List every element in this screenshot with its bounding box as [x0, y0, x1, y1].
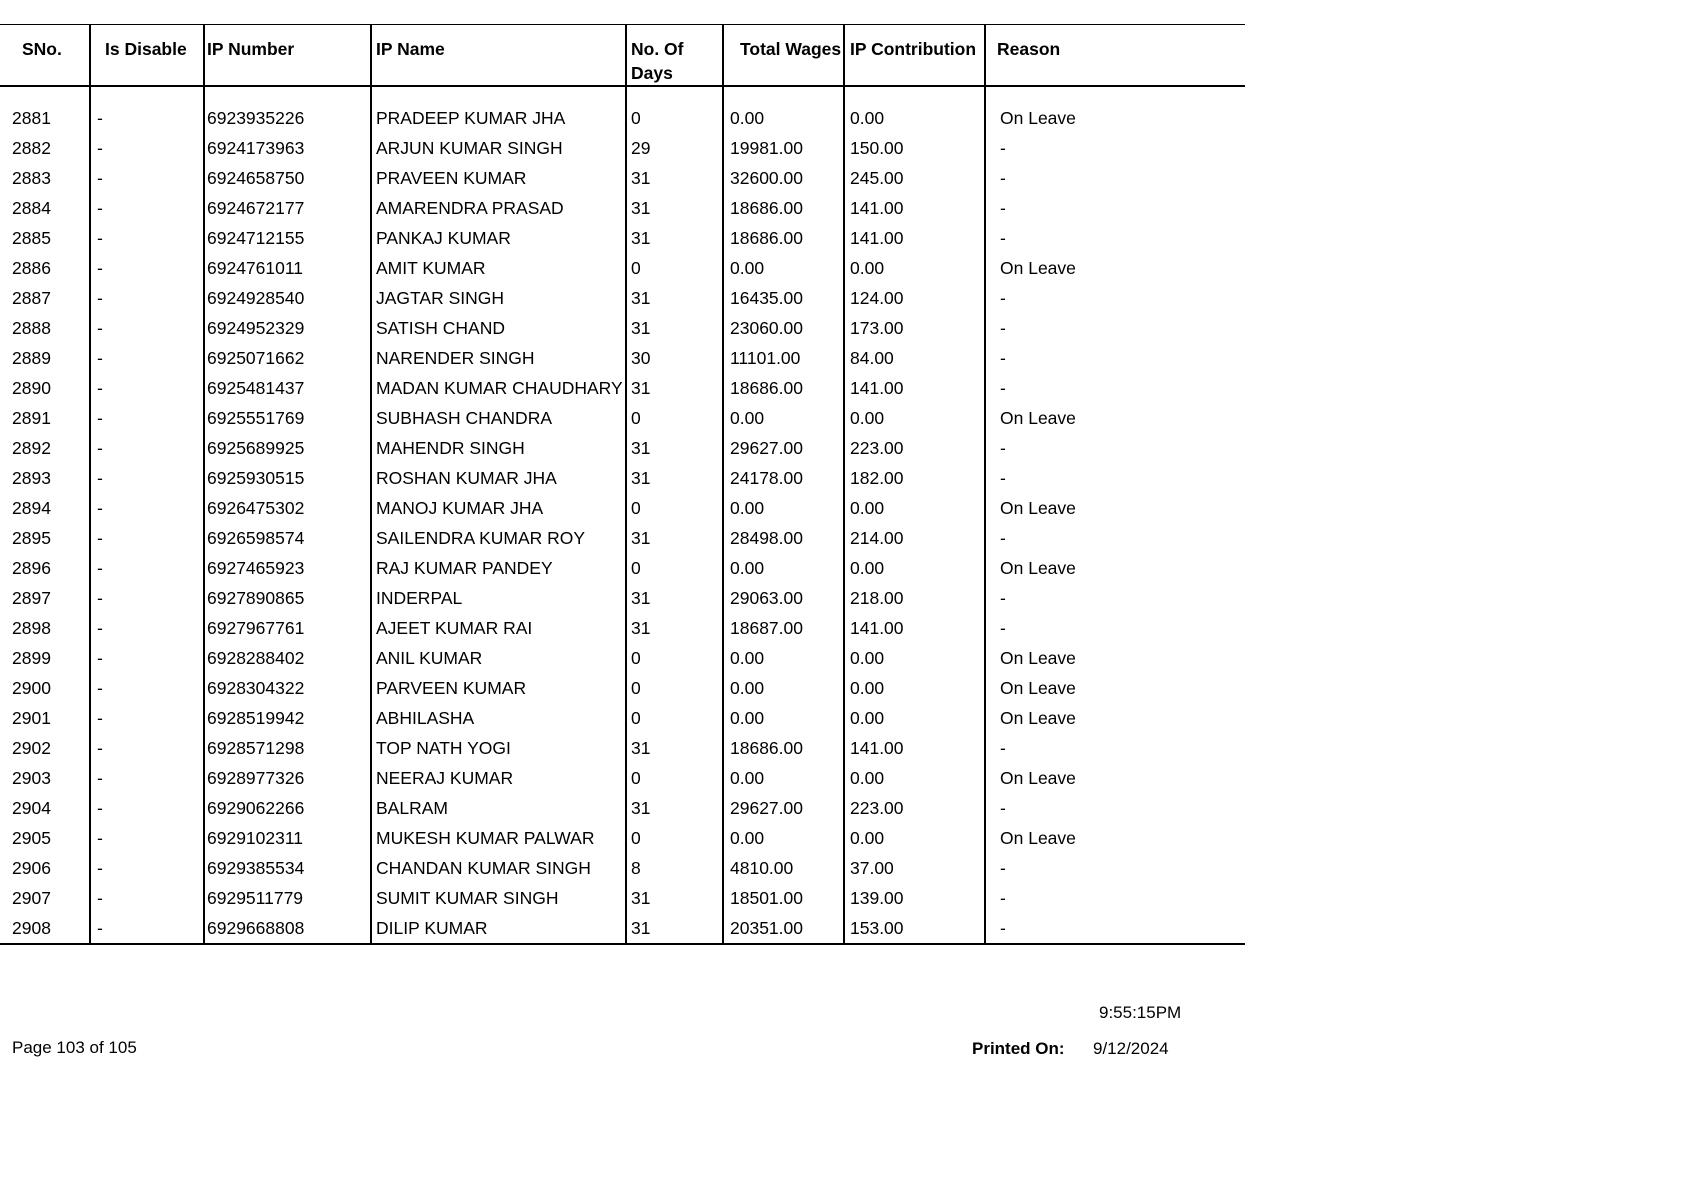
ip-contribution-cell: 173.00 [844, 313, 985, 343]
table-row [0, 643, 1245, 673]
ip-name-cell: ABHILASHA [371, 703, 626, 733]
is-disable-cell: - [90, 583, 204, 613]
column-header-reason: Reason [985, 25, 1245, 87]
is-disable-cell: - [90, 793, 204, 823]
ip-contribution-cell: 0.00 [844, 553, 985, 583]
ip-contribution-cell: 141.00 [844, 373, 985, 403]
reason-cell: - [985, 343, 1245, 373]
ip-contribution-cell: 124.00 [844, 283, 985, 313]
ip-number-cell: 6925481437 [204, 373, 371, 403]
sno-cell: 2905 [12, 828, 51, 848]
printed-date: 9/12/2024 [1093, 1039, 1169, 1058]
sno-cell: 2906 [12, 858, 51, 878]
ip-name-cell: RAJ KUMAR PANDEY [371, 553, 626, 583]
is-disable-cell: - [90, 403, 204, 433]
ip-number-cell: 6927890865 [204, 583, 371, 613]
ip-contribution-cell: 0.00 [844, 673, 985, 703]
no-of-days-cell: 31 [626, 313, 723, 343]
total-wages-cell: 11101.00 [723, 343, 844, 373]
ip-number-cell: 6924952329 [204, 313, 371, 343]
no-of-days-cell: 29 [626, 133, 723, 163]
ip-number-cell: 6924173963 [204, 133, 371, 163]
ip-name-cell: MANOJ KUMAR JHA [371, 493, 626, 523]
sno-cell: 2904 [12, 798, 51, 818]
total-wages-cell: 29063.00 [723, 583, 844, 613]
no-of-days-cell: 31 [626, 793, 723, 823]
ip-contribution-cell: 141.00 [844, 613, 985, 643]
total-wages-cell: 32600.00 [723, 163, 844, 193]
reason-cell: On Leave [985, 86, 1245, 133]
is-disable-cell: - [90, 763, 204, 793]
table-row [0, 823, 1245, 853]
sno-cell: 2907 [12, 888, 51, 908]
no-of-days-cell: 31 [626, 193, 723, 223]
reason-cell: On Leave [985, 403, 1245, 433]
reason-cell: - [985, 913, 1245, 944]
ip-name-cell: TOP NATH YOGI [371, 733, 626, 763]
table-row [0, 913, 1245, 944]
reason-cell: - [985, 853, 1245, 883]
header-row [0, 25, 1245, 87]
ip-number-cell: 6928571298 [204, 733, 371, 763]
sno-cell: 2887 [12, 288, 51, 308]
ip-contribution-cell: 0.00 [844, 403, 985, 433]
printed-on-label: Printed On: [972, 1039, 1065, 1058]
ip-name-cell: SUBHASH CHANDRA [371, 403, 626, 433]
no-of-days-cell: 0 [626, 493, 723, 523]
no-of-days-cell: 31 [626, 223, 723, 253]
sno-cell: 2891 [12, 408, 51, 428]
ip-number-cell: 6924761011 [204, 253, 371, 283]
table-row [0, 86, 1245, 133]
reason-cell: - [985, 433, 1245, 463]
no-of-days-cell: 0 [626, 823, 723, 853]
ip-number-cell: 6924928540 [204, 283, 371, 313]
column-header-total-wages: Total Wages [723, 25, 844, 87]
reason-cell: - [985, 163, 1245, 193]
total-wages-cell: 29627.00 [723, 433, 844, 463]
total-wages-cell: 4810.00 [723, 853, 844, 883]
ip-contribution-cell: 0.00 [844, 763, 985, 793]
ip-contribution-cell: 218.00 [844, 583, 985, 613]
table-row [0, 733, 1245, 763]
ip-name-cell: PARVEEN KUMAR [371, 673, 626, 703]
ip-contribution-cell: 153.00 [844, 913, 985, 944]
column-header-no-of-days: No. Of Days [626, 25, 723, 87]
reason-cell: - [985, 133, 1245, 163]
reason-cell: - [985, 613, 1245, 643]
table-header [0, 25, 1245, 87]
table-row [0, 553, 1245, 583]
table-row [0, 673, 1245, 703]
no-of-days-cell: 31 [626, 433, 723, 463]
ip-number-cell: 6928519942 [204, 703, 371, 733]
sno-cell: 2903 [12, 768, 51, 788]
table-row [0, 373, 1245, 403]
is-disable-cell: - [90, 523, 204, 553]
table-row [0, 463, 1245, 493]
is-disable-cell: - [90, 913, 204, 944]
reason-cell: - [985, 193, 1245, 223]
is-disable-cell: - [90, 433, 204, 463]
total-wages-cell: 18501.00 [723, 883, 844, 913]
is-disable-cell: - [90, 733, 204, 763]
is-disable-cell: - [90, 193, 204, 223]
total-wages-cell: 0.00 [723, 493, 844, 523]
sno-cell: 2899 [12, 648, 51, 668]
is-disable-cell: - [90, 86, 204, 133]
ip-number-cell: 6928288402 [204, 643, 371, 673]
no-of-days-cell: 31 [626, 523, 723, 553]
is-disable-cell: - [90, 673, 204, 703]
ip-contribution-cell: 223.00 [844, 793, 985, 823]
is-disable-cell: - [90, 163, 204, 193]
no-of-days-cell: 31 [626, 463, 723, 493]
no-of-days-cell: 0 [626, 86, 723, 133]
table-row [0, 313, 1245, 343]
ip-contribution-cell: 141.00 [844, 223, 985, 253]
is-disable-cell: - [90, 643, 204, 673]
ip-name-cell: DILIP KUMAR [371, 913, 626, 944]
reason-cell: On Leave [985, 823, 1245, 853]
sno-cell: 2881 [12, 108, 51, 128]
sno-cell: 2908 [12, 918, 51, 938]
no-of-days-cell: 0 [626, 703, 723, 733]
table-row [0, 583, 1245, 613]
column-header-ip-contribution: IP Contribution [844, 25, 985, 87]
ip-contribution-cell: 139.00 [844, 883, 985, 913]
is-disable-cell: - [90, 883, 204, 913]
table-row [0, 403, 1245, 433]
no-of-days-cell: 31 [626, 913, 723, 944]
total-wages-cell: 0.00 [723, 253, 844, 283]
sno-cell: 2885 [12, 228, 51, 248]
is-disable-cell: - [90, 283, 204, 313]
no-of-days-cell: 0 [626, 673, 723, 703]
no-of-days-cell: 31 [626, 163, 723, 193]
reason-cell: - [985, 313, 1245, 343]
table-row [0, 523, 1245, 553]
ip-name-cell: PRAVEEN KUMAR [371, 163, 626, 193]
table-row [0, 283, 1245, 313]
ip-contribution-cell: 37.00 [844, 853, 985, 883]
ip-name-cell: NARENDER SINGH [371, 343, 626, 373]
sno-cell: 2897 [12, 588, 51, 608]
table-body [0, 86, 1245, 944]
reason-cell: On Leave [985, 253, 1245, 283]
column-header-ip-number: IP Number [204, 25, 371, 87]
column-header-is-disable: Is Disable [90, 25, 204, 87]
ip-name-cell: NEERAJ KUMAR [371, 763, 626, 793]
no-of-days-cell: 8 [626, 853, 723, 883]
ip-contribution-cell: 84.00 [844, 343, 985, 373]
ip-name-cell: AMIT KUMAR [371, 253, 626, 283]
reason-cell: - [985, 733, 1245, 763]
reason-cell: On Leave [985, 493, 1245, 523]
ip-name-cell: SATISH CHAND [371, 313, 626, 343]
table-row [0, 613, 1245, 643]
no-of-days-cell: 0 [626, 553, 723, 583]
is-disable-cell: - [90, 463, 204, 493]
ip-number-cell: 6928304322 [204, 673, 371, 703]
ip-contribution-cell: 141.00 [844, 193, 985, 223]
ip-name-cell: CHANDAN KUMAR SINGH [371, 853, 626, 883]
ip-number-cell: 6925551769 [204, 403, 371, 433]
is-disable-cell: - [90, 133, 204, 163]
total-wages-cell: 0.00 [723, 86, 844, 133]
ip-name-cell: BALRAM [371, 793, 626, 823]
is-disable-cell: - [90, 253, 204, 283]
ip-contribution-cell: 0.00 [844, 703, 985, 733]
total-wages-cell: 18686.00 [723, 193, 844, 223]
ip-contribution-cell: 150.00 [844, 133, 985, 163]
reason-cell: - [985, 523, 1245, 553]
sno-cell: 2900 [12, 678, 51, 698]
is-disable-cell: - [90, 313, 204, 343]
total-wages-cell: 24178.00 [723, 463, 844, 493]
is-disable-cell: - [90, 223, 204, 253]
ip-name-cell: ANIL KUMAR [371, 643, 626, 673]
ip-contribution-cell: 0.00 [844, 823, 985, 853]
sno-cell: 2902 [12, 738, 51, 758]
is-disable-cell: - [90, 703, 204, 733]
sno-cell: 2882 [12, 138, 51, 158]
reason-cell: - [985, 223, 1245, 253]
reason-cell: - [985, 463, 1245, 493]
no-of-days-cell: 31 [626, 283, 723, 313]
table-row [0, 163, 1245, 193]
ip-name-cell: MADAN KUMAR CHAUDHARY [371, 373, 626, 403]
ip-contribution-cell: 214.00 [844, 523, 985, 553]
ip-contribution-cell: 0.00 [844, 253, 985, 283]
ip-number-cell: 6923935226 [204, 86, 371, 133]
sno-cell: 2884 [12, 198, 51, 218]
total-wages-cell: 0.00 [723, 643, 844, 673]
total-wages-cell: 0.00 [723, 703, 844, 733]
ip-name-cell: ARJUN KUMAR SINGH [371, 133, 626, 163]
ip-name-cell: ROSHAN KUMAR JHA [371, 463, 626, 493]
sno-cell: 2898 [12, 618, 51, 638]
table-row [0, 133, 1245, 163]
table-row [0, 853, 1245, 883]
ip-name-cell: AMARENDRA PRASAD [371, 193, 626, 223]
total-wages-cell: 18686.00 [723, 223, 844, 253]
reason-cell: - [985, 583, 1245, 613]
total-wages-cell: 28498.00 [723, 523, 844, 553]
sno-cell: 2892 [12, 438, 51, 458]
ip-number-cell: 6924672177 [204, 193, 371, 223]
reason-cell: On Leave [985, 643, 1245, 673]
no-of-days-cell: 30 [626, 343, 723, 373]
table-row [0, 493, 1245, 523]
is-disable-cell: - [90, 343, 204, 373]
ip-name-cell: PANKAJ KUMAR [371, 223, 626, 253]
sno-cell: 2888 [12, 318, 51, 338]
no-of-days-cell: 0 [626, 763, 723, 793]
column-header-ip-name: IP Name [371, 25, 626, 87]
sno-cell: 2886 [12, 258, 51, 278]
no-of-days-cell: 0 [626, 403, 723, 433]
total-wages-cell: 19981.00 [723, 133, 844, 163]
total-wages-cell: 20351.00 [723, 913, 844, 944]
table-row [0, 703, 1245, 733]
no-of-days-cell: 31 [626, 613, 723, 643]
total-wages-cell: 16435.00 [723, 283, 844, 313]
total-wages-cell: 23060.00 [723, 313, 844, 343]
reason-cell: - [985, 883, 1245, 913]
ip-contribution-cell: 223.00 [844, 433, 985, 463]
column-header-sno: SNo. [22, 39, 62, 59]
total-wages-cell: 29627.00 [723, 793, 844, 823]
table-row [0, 763, 1245, 793]
is-disable-cell: - [90, 553, 204, 583]
ip-number-cell: 6925071662 [204, 343, 371, 373]
table-row [0, 793, 1245, 823]
no-of-days-cell: 31 [626, 373, 723, 403]
ip-number-cell: 6929511779 [204, 883, 371, 913]
reason-cell: On Leave [985, 673, 1245, 703]
printed-time: 9:55:15PM [1099, 1003, 1182, 1022]
table-row [0, 433, 1245, 463]
ip-name-cell: SUMIT KUMAR SINGH [371, 883, 626, 913]
table-row [0, 223, 1245, 253]
total-wages-cell: 0.00 [723, 403, 844, 433]
ip-name-cell: PRADEEP KUMAR JHA [371, 86, 626, 133]
ip-number-cell: 6925930515 [204, 463, 371, 493]
no-of-days-cell: 31 [626, 883, 723, 913]
no-of-days-cell: 0 [626, 253, 723, 283]
table-row [0, 883, 1245, 913]
sno-cell: 2895 [12, 528, 51, 548]
page-number: Page 103 of 105 [12, 1038, 137, 1057]
ip-name-cell: MUKESH KUMAR PALWAR [371, 823, 626, 853]
sno-cell: 2901 [12, 708, 51, 728]
total-wages-cell: 0.00 [723, 553, 844, 583]
table-row [0, 193, 1245, 223]
ip-number-cell: 6927465923 [204, 553, 371, 583]
ip-contribution-cell: 0.00 [844, 643, 985, 673]
ip-number-cell: 6929102311 [204, 823, 371, 853]
total-wages-cell: 18686.00 [723, 733, 844, 763]
sno-cell: 2894 [12, 498, 51, 518]
no-of-days-cell: 0 [626, 643, 723, 673]
reason-cell: - [985, 283, 1245, 313]
contribution-table [0, 24, 1245, 945]
ip-number-cell: 6925689925 [204, 433, 371, 463]
ip-number-cell: 6928977326 [204, 763, 371, 793]
ip-contribution-cell: 0.00 [844, 86, 985, 133]
ip-number-cell: 6929385534 [204, 853, 371, 883]
table-row [0, 343, 1245, 373]
ip-contribution-cell: 245.00 [844, 163, 985, 193]
sno-cell: 2889 [12, 348, 51, 368]
reason-cell: On Leave [985, 763, 1245, 793]
ip-name-cell: AJEET KUMAR RAI [371, 613, 626, 643]
ip-number-cell: 6924712155 [204, 223, 371, 253]
ip-name-cell: MAHENDR SINGH [371, 433, 626, 463]
reason-cell: On Leave [985, 703, 1245, 733]
total-wages-cell: 0.00 [723, 673, 844, 703]
ip-contribution-cell: 141.00 [844, 733, 985, 763]
sno-cell: 2893 [12, 468, 51, 488]
ip-number-cell: 6926598574 [204, 523, 371, 553]
is-disable-cell: - [90, 853, 204, 883]
is-disable-cell: - [90, 823, 204, 853]
ip-number-cell: 6924658750 [204, 163, 371, 193]
no-of-days-cell: 31 [626, 583, 723, 613]
is-disable-cell: - [90, 613, 204, 643]
ip-name-cell: JAGTAR SINGH [371, 283, 626, 313]
total-wages-cell: 18687.00 [723, 613, 844, 643]
reason-cell: - [985, 793, 1245, 823]
sno-cell: 2896 [12, 558, 51, 578]
ip-number-cell: 6929062266 [204, 793, 371, 823]
reason-cell: - [985, 373, 1245, 403]
ip-number-cell: 6929668808 [204, 913, 371, 944]
no-of-days-cell: 31 [626, 733, 723, 763]
total-wages-cell: 18686.00 [723, 373, 844, 403]
ip-contribution-cell: 0.00 [844, 493, 985, 523]
total-wages-cell: 0.00 [723, 763, 844, 793]
sno-cell: 2883 [12, 168, 51, 188]
ip-name-cell: SAILENDRA KUMAR ROY [371, 523, 626, 553]
is-disable-cell: - [90, 493, 204, 523]
ip-contribution-cell: 182.00 [844, 463, 985, 493]
ip-number-cell: 6927967761 [204, 613, 371, 643]
total-wages-cell: 0.00 [723, 823, 844, 853]
ip-name-cell: INDERPAL [371, 583, 626, 613]
is-disable-cell: - [90, 373, 204, 403]
reason-cell: On Leave [985, 553, 1245, 583]
ip-number-cell: 6926475302 [204, 493, 371, 523]
table-row [0, 253, 1245, 283]
sno-cell: 2890 [12, 378, 51, 398]
